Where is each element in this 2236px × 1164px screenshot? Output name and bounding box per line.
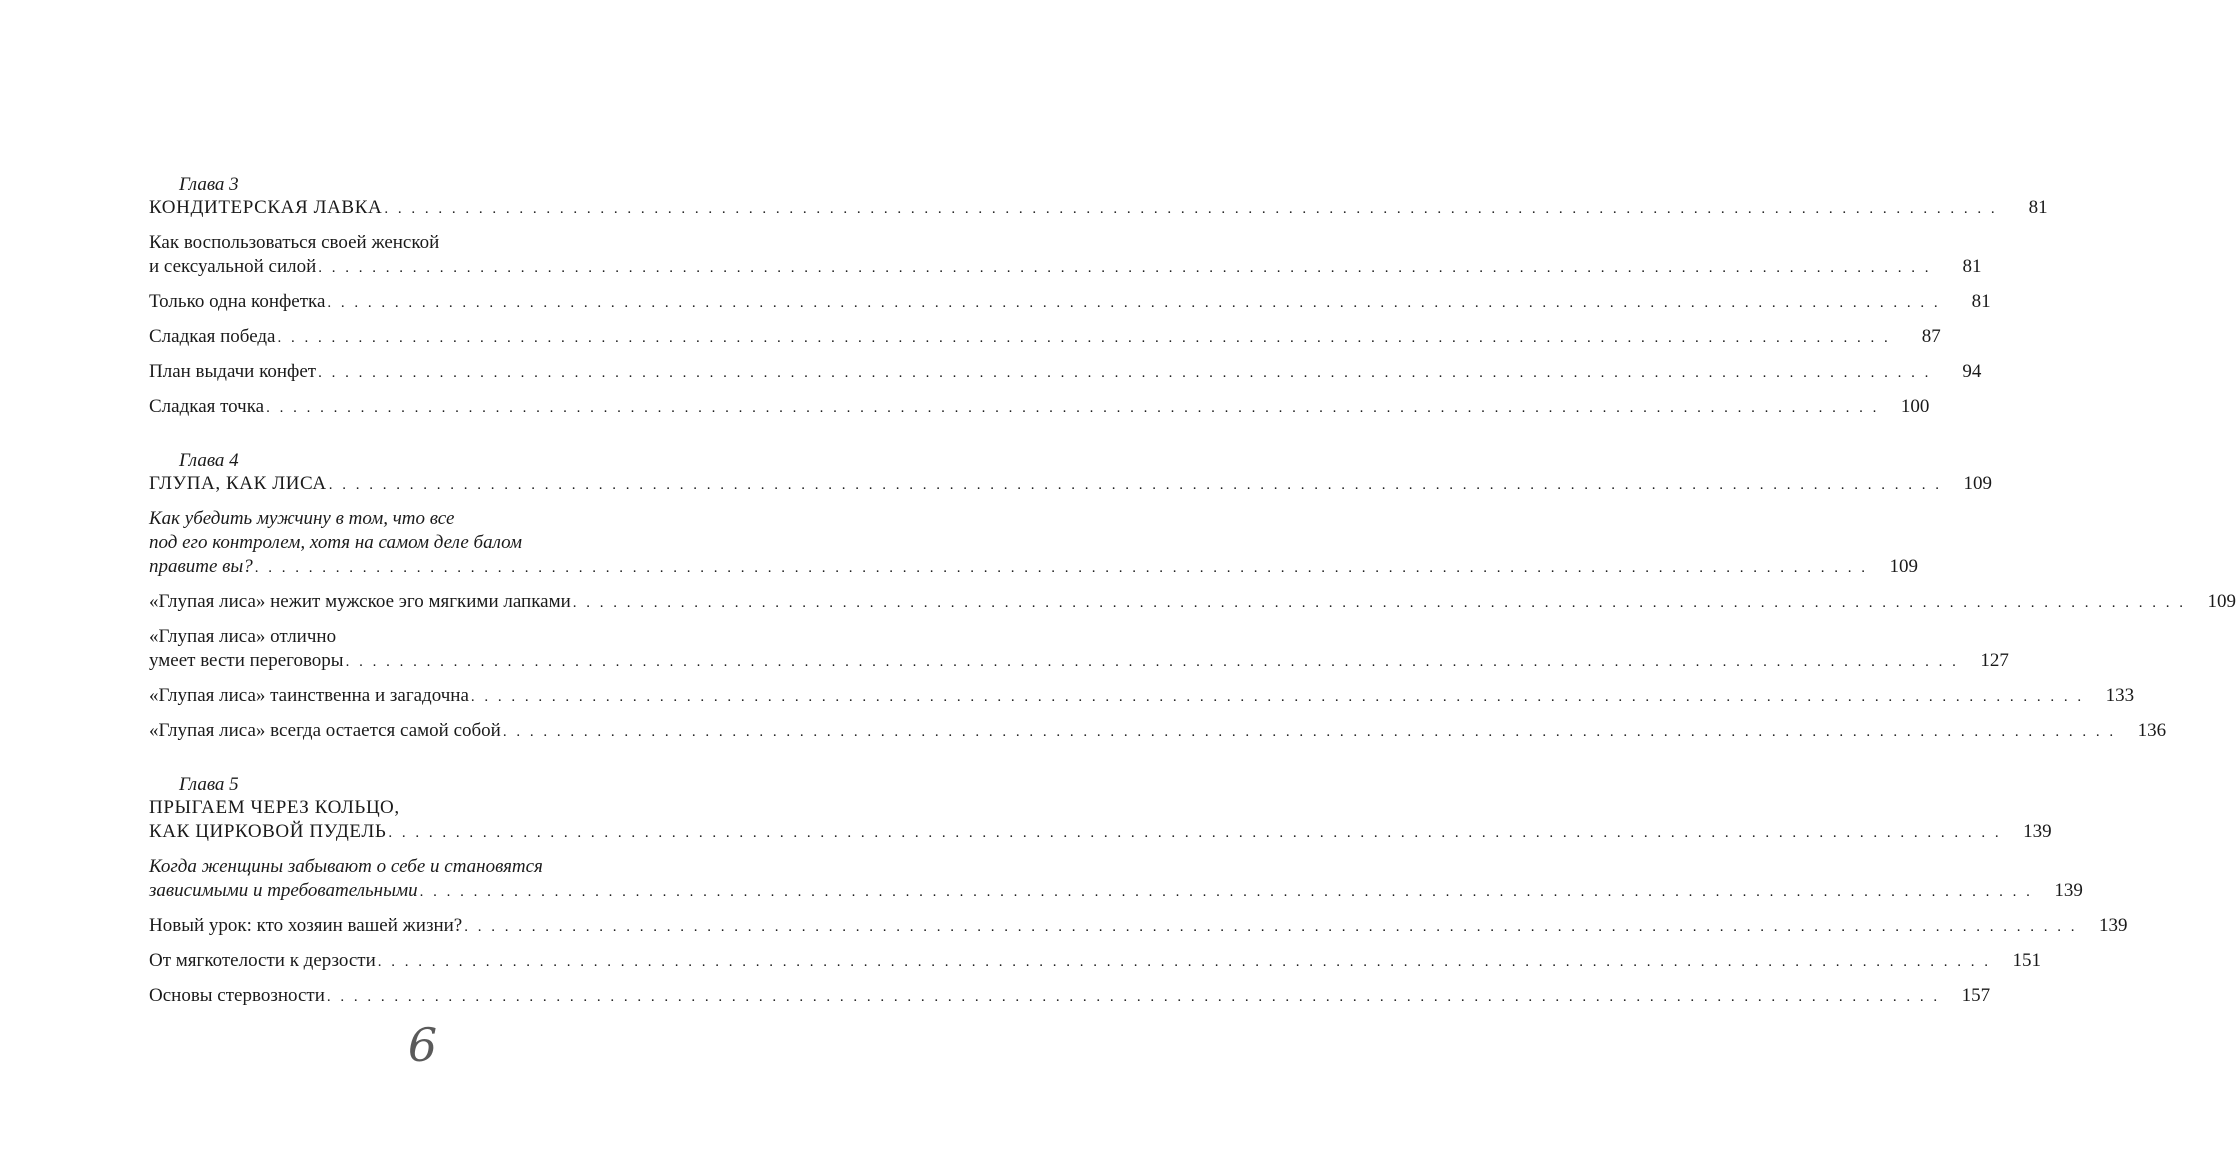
toc-entry[interactable] — [149, 231, 1982, 280]
entry-title-line: КОНДИТЕРСКАЯ ЛАВКА — [149, 197, 383, 218]
dot-leader: . . . . . . . . . . . . . . . . . . . . . . . . . . . . . . . . . . . . . . . . . . . . . . . . . . . . . . . . . . . . . . . . . . . . . . . . . . . . . . . . . . . . . . . . . . . . . . . . . . . . . . . . . . . . . . . . . . . . . . . . — [254, 560, 1869, 576]
chapter-title-entry[interactable] — [149, 472, 1992, 497]
chapter-section — [149, 174, 2048, 420]
entry-page-number: 81 — [2028, 197, 2048, 218]
chapter-section — [149, 450, 2236, 744]
dot-leader: . . . . . . . . . . . . . . . . . . . . . . . . . . . . . . . . . . . . . . . . . . . . . . . . . . . . . . . . . . . . . . . . . . . . . . . . . . . . . . . . . . . . . . . . . . . . . . . . . . . . . . . . . . . . . . . . . . . . . . . . — [266, 400, 1880, 416]
entry-page-number: 157 — [1961, 985, 1991, 1006]
toc-entry[interactable] — [149, 984, 1991, 1009]
chapter-section — [149, 774, 2128, 1009]
toc-entry[interactable] — [149, 719, 2167, 744]
toc-entry[interactable] — [149, 684, 2135, 709]
toc-entry[interactable] — [149, 507, 1919, 580]
entry-title-line: и сексуальной силой — [149, 256, 317, 277]
entry-page-number: 109 — [1889, 556, 1919, 577]
toc-entry[interactable] — [149, 360, 1982, 385]
entry-title-line: Как убедить мужчину в том, что все — [149, 508, 455, 529]
entry-page-number: 136 — [2137, 720, 2167, 741]
dot-leader: . . . . . . . . . . . . . . . . . . . . . . . . . . . . . . . . . . . . . . . . . . . . . . . . . . . . . . . . . . . . . . . . . . . . . . . . . . . . . . . . . . . . . . . . . . . . . . . . . . . . . . . . . . . . . . . . . . . . . . . . — [277, 330, 1891, 346]
dot-leader: . . . . . . . . . . . . . . . . . . . . . . . . . . . . . . . . . . . . . . . . . . . . . . . . . . . . . . . . . . . . . . . . . . . . . . . . . . . . . . . . . . . . . . . . . . . . . . . . . . . . . . . . . . . . . . . . . . . . . . . . — [377, 954, 1992, 970]
entry-page-number: 109 — [1963, 473, 1992, 494]
chapter-label: Глава 5 — [179, 774, 239, 795]
entry-title-line: правите вы? — [149, 556, 253, 577]
dot-leader: . . . . . . . . . . . . . . . . . . . . . . . . . . . . . . . . . . . . . . . . . . . . . . . . . . . . . . . . . . . . . . . . . . . . . . . . . . . . . . . . . . . . . . . . . . . . . . . . . . . . . . . . . . . . . . . . . . . . . . . . — [388, 825, 2002, 841]
entry-page-number: 127 — [1980, 650, 2009, 671]
toc-entry[interactable] — [149, 625, 2009, 674]
chapter-label: Глава 3 — [179, 174, 239, 195]
dot-leader: . . . . . . . . . . . . . . . . . . . . . . . . . . . . . . . . . . . . . . . . . . . . . . . . . . . . . . . . . . . . . . . . . . . . . . . . . . . . . . . . . . . . . . . . . . . . . . . . . . . . . . . . . . . . . . . . . . . . . . . . — [318, 365, 1932, 381]
page-number: 6 — [407, 1018, 438, 1072]
entry-page-number: 87 — [1921, 326, 1941, 347]
entry-title-line: Сладкая победа — [149, 326, 276, 347]
toc-entry[interactable] — [149, 290, 1991, 315]
dot-leader: . . . . . . . . . . . . . . . . . . . . . . . . . . . . . . . . . . . . . . . . . . . . . . . . . . . . . . . . . . . . . . . . . . . . . . . . . . . . . . . . . . . . . . . . . . . . . . . . . . . . . . . . . . . . . . . . . . . . . . . . — [326, 989, 1941, 1005]
entry-page-number: 100 — [1900, 396, 1930, 417]
table-of-contents — [149, 174, 2236, 1039]
dot-leader: . . . . . . . . . . . . . . . . . . . . . . . . . . . . . . . . . . . . . . . . . . . . . . . . . . . . . . . . . . . . . . . . . . . . . . . . . . . . . . . . . . . . . . . . . . . . . . . . . . . . . . . . . . . . . . . . . . . . . . . . — [419, 884, 2033, 900]
entry-page-number: 139 — [2054, 880, 2083, 901]
entry-page-number: 109 — [2207, 591, 2236, 612]
toc-entry[interactable] — [149, 949, 2042, 974]
entry-title-line: Сладкая точка — [149, 396, 265, 417]
entry-title-line: Когда женщины забывают о себе и становятся — [149, 856, 543, 877]
entry-page-number: 151 — [2012, 950, 2042, 971]
chapter-title-entry[interactable] — [149, 196, 2048, 221]
entry-title-line: ПРЫГАЕМ ЧЕРЕЗ КОЛЬЦО, — [149, 797, 400, 818]
entry-title-line: От мягкотелости к дерзости — [149, 950, 376, 971]
toc-entry[interactable] — [149, 914, 2128, 939]
entry-page-number: 94 — [1962, 361, 1982, 382]
entry-title-line: Как воспользоваться своей женской — [149, 232, 440, 253]
dot-leader: . . . . . . . . . . . . . . . . . . . . . . . . . . . . . . . . . . . . . . . . . . . . . . . . . . . . . . . . . . . . . . . . . . . . . . . . . . . . . . . . . . . . . . . . . . . . . . . . . . . . . . . . . . . . . . . . . . . . . . . . — [345, 654, 1959, 670]
entry-page-number: 139 — [2098, 915, 2128, 936]
entry-title-line: «Глупая лиса» отлично — [149, 626, 337, 647]
dot-leader: . . . . . . . . . . . . . . . . . . . . . . . . . . . . . . . . . . . . . . . . . . . . . . . . . . . . . . . . . . . . . . . . . . . . . . . . . . . . . . . . . . . . . . . . . . . . . . . . . . . . . . . . . . . . . . . . . . . . . . . . — [464, 919, 2078, 935]
entry-title-line: «Глупая лиса» таинственна и загадочна — [149, 685, 469, 706]
entry-title-line: КАК ЦИРКОВОЙ ПУДЕЛЬ — [149, 821, 387, 842]
entry-title-line: «Глупая лиса» всегда остается самой собой — [149, 720, 501, 741]
toc-entry[interactable] — [149, 325, 1941, 350]
entry-title-line: Только одна конфетка — [149, 291, 326, 312]
entry-title-line: «Глупая лиса» нежит мужское эго мягкими лапками — [149, 591, 571, 612]
toc-entry[interactable] — [149, 590, 2236, 615]
toc-entry[interactable] — [149, 855, 2083, 904]
toc-entry[interactable] — [149, 395, 1930, 420]
dot-leader: . . . . . . . . . . . . . . . . . . . . . . . . . . . . . . . . . . . . . . . . . . . . . . . . . . . . . . . . . . . . . . . . . . . . . . . . . . . . . . . . . . . . . . . . . . . . . . . . . . . . . . . . . . . . . . . . . . . . . . . . — [502, 724, 2117, 740]
entry-title-line: под его контролем, хотя на самом деле балом — [149, 532, 522, 553]
entry-title-line: умеет вести переговоры — [149, 650, 344, 671]
chapter-label: Глава 4 — [179, 450, 239, 471]
entry-page-number: 81 — [1962, 256, 1982, 277]
entry-page-number: 81 — [1971, 291, 1991, 312]
entry-title-line: Новый урок: кто хозяин вашей жизни? — [149, 915, 463, 936]
dot-leader: . . . . . . . . . . . . . . . . . . . . . . . . . . . . . . . . . . . . . . . . . . . . . . . . . . . . . . . . . . . . . . . . . . . . . . . . . . . . . . . . . . . . . . . . . . . . . . . . . . . . . . . . . . . . . . . . . . . . . . . . — [327, 295, 1941, 311]
dot-leader: . . . . . . . . . . . . . . . . . . . . . . . . . . . . . . . . . . . . . . . . . . . . . . . . . . . . . . . . . . . . . . . . . . . . . . . . . . . . . . . . . . . . . . . . . . . . . . . . . . . . . . . . . . . . . . . . . . . . . . . . — [318, 260, 1932, 276]
entry-title-line: Основы стервозности — [149, 985, 325, 1006]
dot-leader: . . . . . . . . . . . . . . . . . . . . . . . . . . . . . . . . . . . . . . . . . . . . . . . . . . . . . . . . . . . . . . . . . . . . . . . . . . . . . . . . . . . . . . . . . . . . . . . . . . . . . . . . . . . . . . . . . . . . . . . . — [572, 595, 2187, 611]
dot-leader: . . . . . . . . . . . . . . . . . . . . . . . . . . . . . . . . . . . . . . . . . . . . . . . . . . . . . . . . . . . . . . . . . . . . . . . . . . . . . . . . . . . . . . . . . . . . . . . . . . . . . . . . . . . . . . . . . . . . . . . . — [470, 689, 2085, 705]
chapter-title-entry[interactable] — [149, 796, 2052, 845]
entry-page-number: 139 — [2023, 821, 2052, 842]
entry-title-line: зависимыми и требовательными — [149, 880, 418, 901]
entry-page-number: 133 — [2105, 685, 2135, 706]
entry-title-line: План выдачи конфет — [149, 361, 317, 382]
dot-leader: . . . . . . . . . . . . . . . . . . . . . . . . . . . . . . . . . . . . . . . . . . . . . . . . . . . . . . . . . . . . . . . . . . . . . . . . . . . . . . . . . . . . . . . . . . . . . . . . . . . . . . . . . . . . . . . . . . . . . . . . — [384, 201, 1998, 217]
entry-title-line: ГЛУПА, КАК ЛИСА — [149, 473, 327, 494]
dot-leader: . . . . . . . . . . . . . . . . . . . . . . . . . . . . . . . . . . . . . . . . . . . . . . . . . . . . . . . . . . . . . . . . . . . . . . . . . . . . . . . . . . . . . . . . . . . . . . . . . . . . . . . . . . . . . . . . . . . . . . . . — [328, 477, 1942, 493]
